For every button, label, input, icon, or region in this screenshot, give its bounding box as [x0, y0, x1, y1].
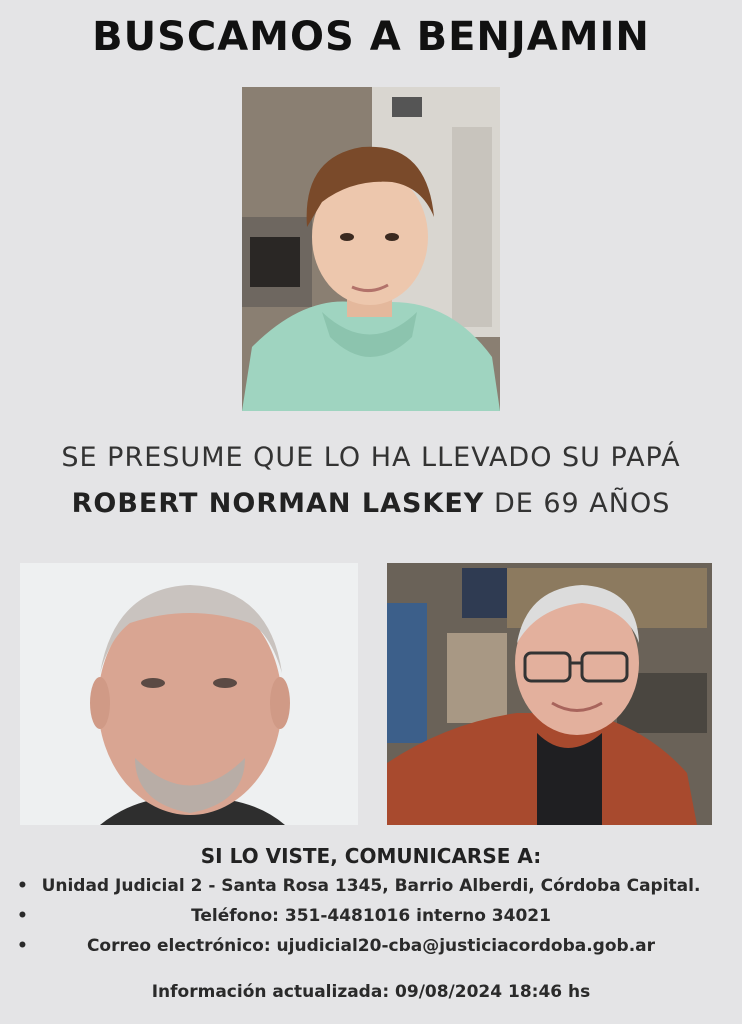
bullet: • — [17, 936, 28, 956]
contact-item-phone — [0, 904, 742, 934]
bullet: • — [17, 876, 28, 896]
father-age: DE 69 AÑOS — [493, 488, 671, 519]
contact-phone: Teléfono: 351-4481016 interno 34021 — [191, 906, 551, 926]
contact-email: Correo electrónico: ujudicial20-cba@justiciacordoba.gob.ar — [86, 936, 656, 956]
father-photo-selfie — [387, 563, 712, 825]
contact-list — [0, 874, 742, 964]
father-photo-portrait — [20, 563, 358, 825]
contact-address: Unidad Judicial 2 - Santa Rosa 1345, Barrio Alberdi, Córdoba Capital. — [41, 876, 701, 896]
contact-item-email — [0, 934, 742, 964]
poster-title: BUSCAMOS A BENJAMIN — [92, 14, 650, 60]
updated-timestamp: Información actualizada: 09/08/2024 18:46 hs — [151, 982, 591, 1002]
bullet: • — [17, 906, 28, 926]
father-name: ROBERT NORMAN LASKEY — [71, 488, 485, 519]
contact-heading: SI LO VISTE, COMUNICARSE A: — [200, 844, 542, 868]
presumption-text: SE PRESUME QUE LO HA LLEVADO SU PAPÁ — [61, 442, 681, 473]
father-line — [0, 488, 742, 519]
contact-item-address — [0, 874, 742, 904]
child-photo — [242, 87, 500, 411]
